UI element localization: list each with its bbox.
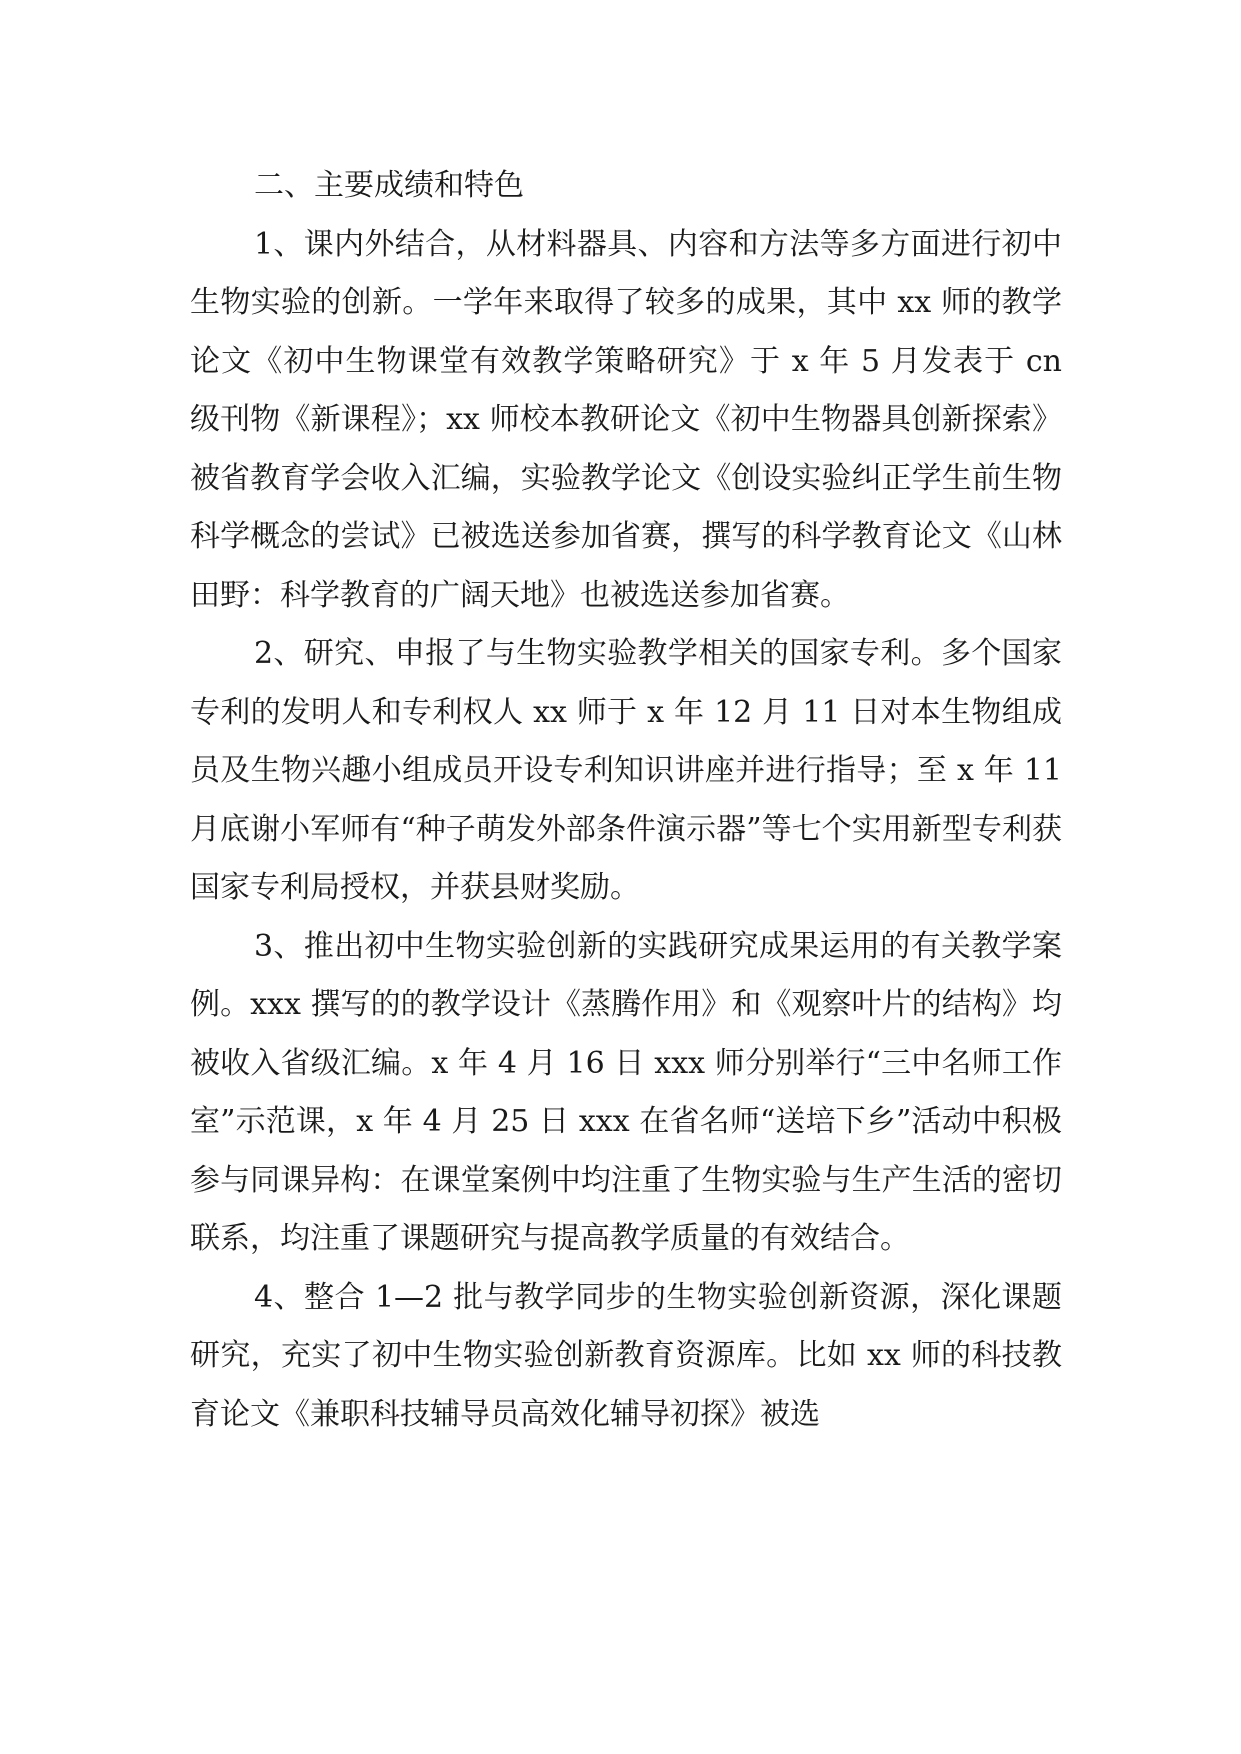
paragraph-2: 2、研究、申报了与生物实验教学相关的国家专利。多个国家专利的发明人和专利权人 xx 师于 x 年 12 月 11 日对本生物组成员及生物兴趣小组成员开设专利知识讲座并进行指导；至 x 年 11 月底谢小军师有“种子萌发外部条件演示器”等七个实用新型专利获国家专利局授权，并获县财奖励。: [190, 636, 1062, 905]
section-heading: 二、主要成绩和特色: [254, 168, 524, 203]
paragraph-3: 3、推出初中生物实验创新的实践研究成果运用的有关教学案例。xxx 撰写的的教学设计《蒸腾作用》和《观察叶片的结构》均被收入省级汇编。x 年 4 月 16 日 xxx 师分别举行“三中名师工作室”示范课，x 年 4 月 25 日 xxx 在省名师“送培下乡”活动中积极参与同课异构：在课堂案例中均注重了生物实验与生产生活的密切联系，均注重了课题研究与提高教学质量的有效结合。: [190, 928, 1062, 1256]
paragraph-1: 1、课内外结合，从材料器具、内容和方法等多方面进行初中生物实验的创新。一学年来取得了较多的成果，其中 xx 师的教学论文《初中生物课堂有效教学策略研究》于 x 年 5 月发表于 cn 级刊物《新课程》；xx 师校本教研论文《初中生物器具创新探索》被省教育学会收入汇编，实验教学论文《创设实验纠正学生前生物科学概念的尝试》已被选送参加省赛，撰写的科学教育论文《山林田野：科学教育的广阔天地》也被选送参加省赛。: [190, 226, 1062, 613]
paragraph-4: 4、整合 1—2 批与教学同步的生物实验创新资源，深化课题研究，充实了初中生物实验创新教育资源库。比如 xx 师的科技教育论文《兼职科技辅导员高效化辅导初探》被选: [190, 1279, 1062, 1432]
document-body: [190, 157, 1062, 1444]
